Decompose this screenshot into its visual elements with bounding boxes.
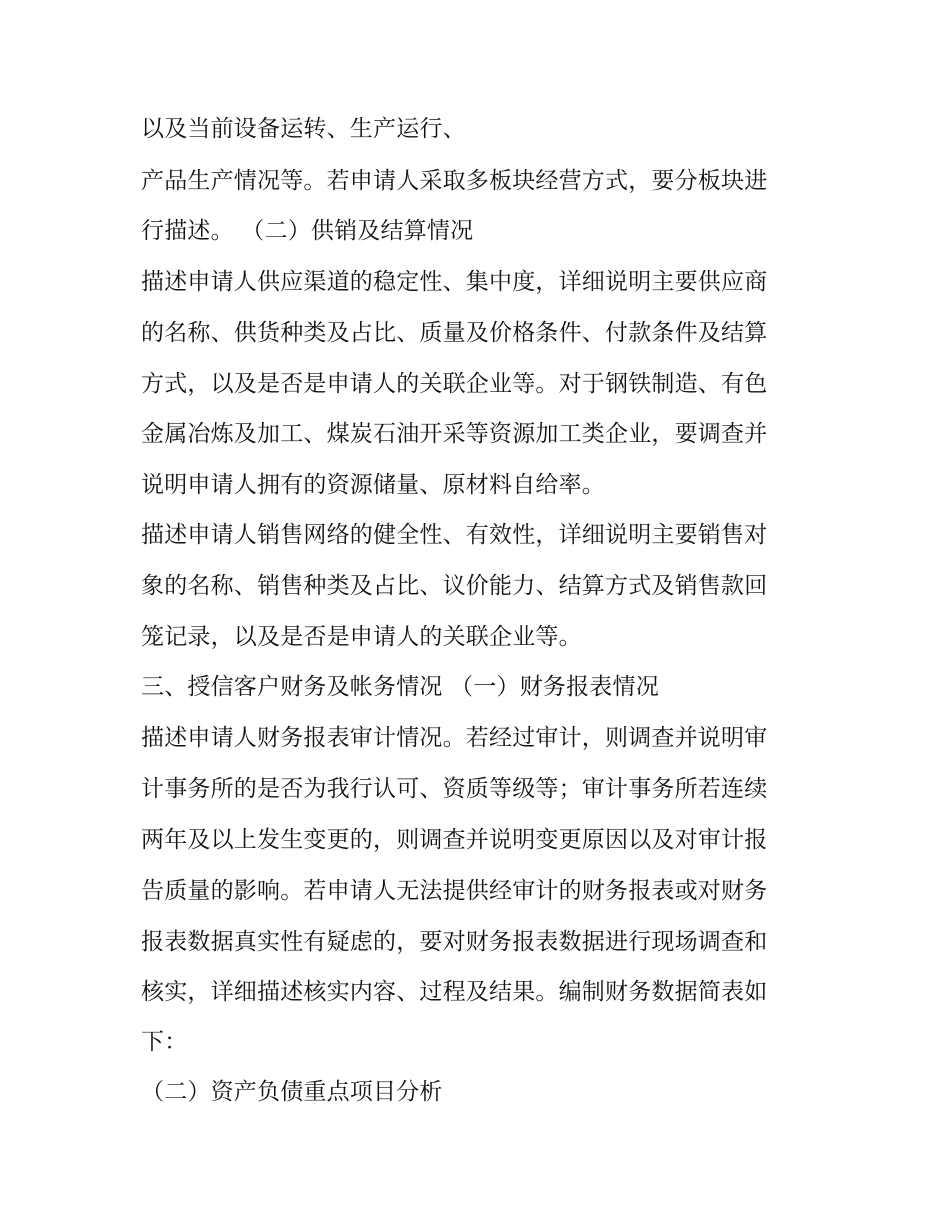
text-line: 下： — [141, 1029, 188, 1055]
text-line: 金属冶炼及加工、煤炭石油开采等资源加工类企业，要调查并 — [141, 421, 768, 447]
text-line: 描述申请人财务报表审计情况。若经过审计，则调查并说明审 — [141, 725, 768, 751]
text-line: 以及当前设备运转、生产运行、 — [141, 116, 466, 142]
section-heading: （二）资产负债重点项目分析 — [141, 1079, 443, 1105]
text-line: 核实，详细描述核实内容、过程及结果。编制财务数据简表如 — [141, 979, 768, 1005]
text-line: 说明申请人拥有的资源储量、原材料自给率。 — [141, 472, 605, 498]
text-line: 描述申请人供应渠道的稳定性、集中度，详细说明主要供应商 — [141, 269, 768, 295]
text-line: 行描述。 （二）供销及结算情况 — [141, 218, 474, 244]
text-line: 报表数据真实性有疑虑的，要对财务报表数据进行现场调查和 — [141, 929, 768, 955]
text-line: 方式，以及是否是申请人的关联企业等。对于钢铁制造、有色 — [141, 371, 768, 397]
text-line: 计事务所的是否为我行认可、资质等级等；审计事务所若连续 — [141, 776, 768, 802]
text-line: 描述申请人销售网络的健全性、有效性，详细说明主要销售对 — [141, 522, 768, 548]
text-line: 告质量的影响。若申请人无法提供经审计的财务报表或对财务 — [141, 878, 768, 904]
text-line: 象的名称、销售种类及占比、议价能力、结算方式及销售款回 — [141, 573, 768, 599]
text-line: 产品生产情况等。若申请人采取多板块经营方式，要分板块进 — [141, 168, 768, 194]
section-heading: 三、授信客户财务及帐务情况 （一）财务报表情况 — [141, 674, 659, 700]
text-line: 两年及以上发生变更的，则调查并说明变更原因以及对审计报 — [141, 827, 768, 853]
text-line: 的名称、供货种类及占比、质量及价格条件、付款条件及结算 — [141, 320, 768, 346]
text-line: 笼记录，以及是否是申请人的关联企业等。 — [141, 624, 582, 650]
